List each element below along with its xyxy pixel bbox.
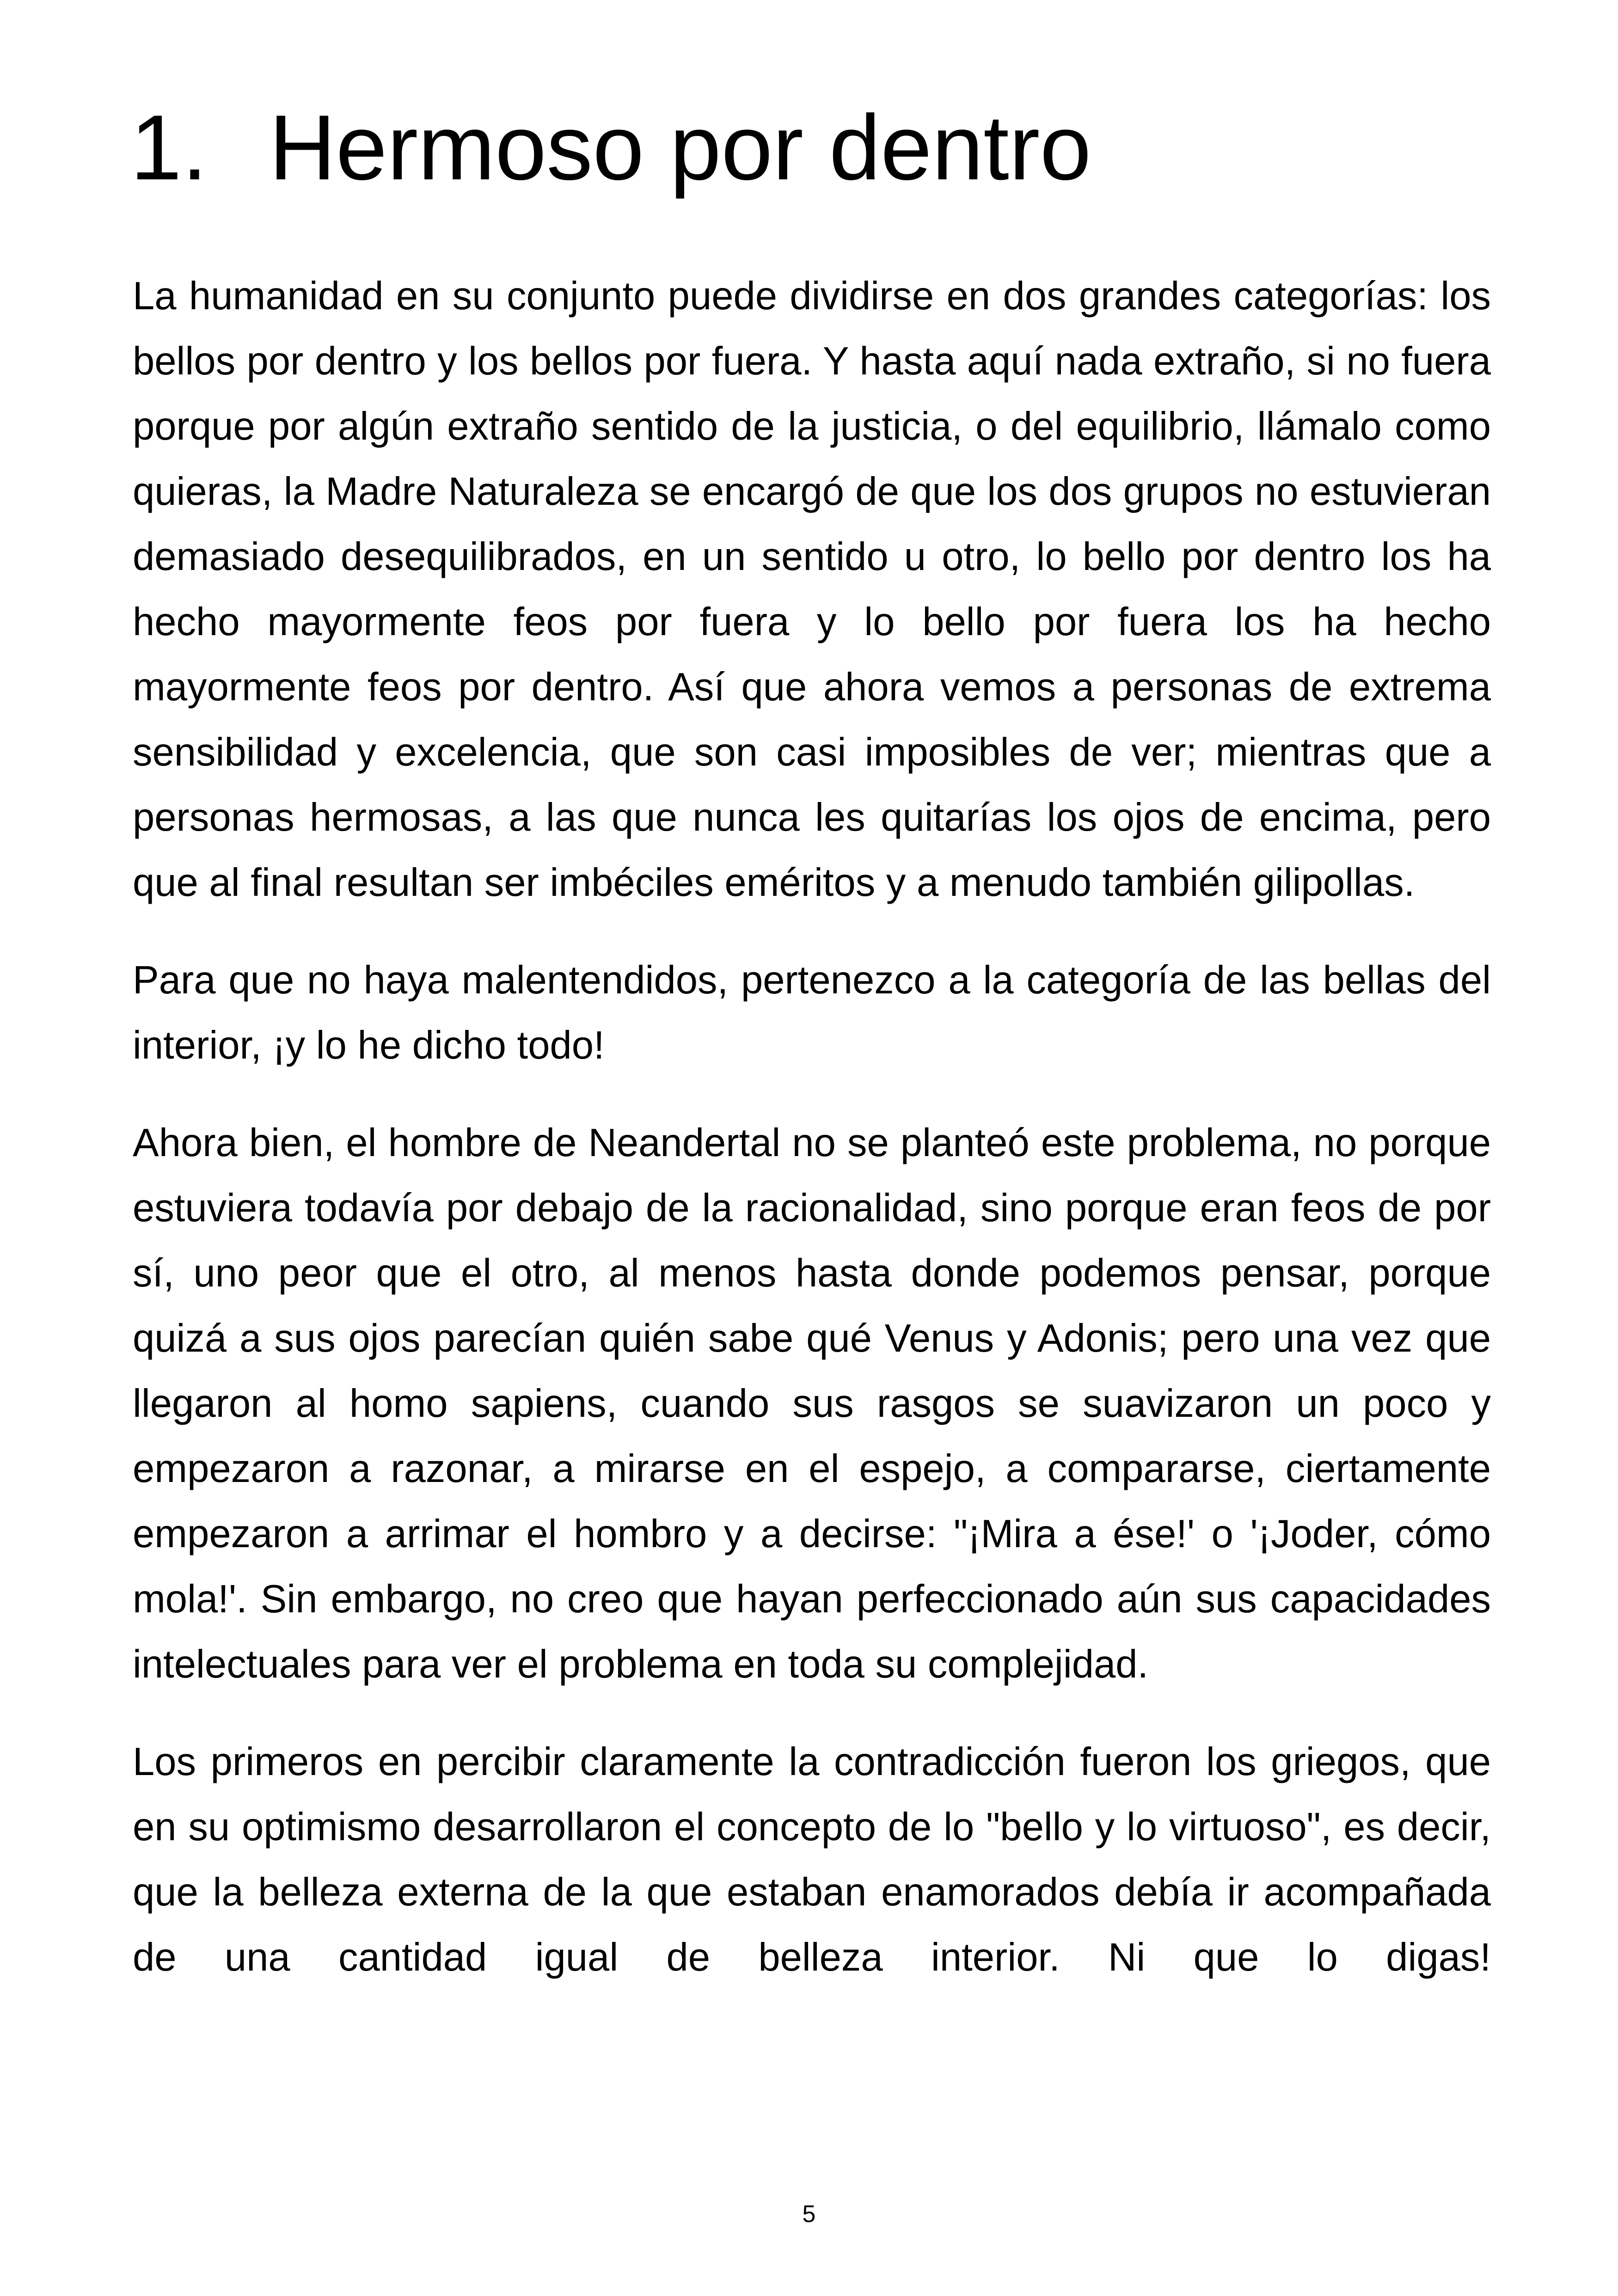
chapter-number: 1. bbox=[130, 96, 208, 199]
chapter-title-text: Hermoso por dentro bbox=[269, 96, 1091, 199]
paragraph: Para que no haya malentendidos, pertenezco a la categoría de las bellas del interior, ¡y lo he dicho todo! bbox=[133, 958, 1491, 1067]
paragraph: La humanidad en su conjunto puede dividirse en dos grandes categorías: los bellos por dentro y los bellos por fuera. Y hasta aquí nada extraño, si no fuera porque por algún extraño sentido de la justicia, o del equilibrio, llámalo como quieras, la Madre Naturaleza se encargó de que los dos grupos no estuvieran demasiado desequilibrados, en un sentido u otro, lo bello por dentro los ha hecho mayormente feos por fuera y lo bello por fuera los ha hecho mayormente feos por dentro. Así que ahora vemos a personas de extrema sensibilidad y excelencia, que son casi imposibles de ver; mientras que a personas hermosas, a las que nunca les quitarías los ojos de encima, pero que al final resultan ser imbéciles eméritos y a menudo también gilipollas. bbox=[133, 274, 1491, 905]
paragraph: Los primeros en percibir claramente la contradicción fueron los griegos, que en su optimismo desarrollaron el concepto de lo "bello y lo virtuoso", es decir, que la belleza externa de la que estaban enamorados debía ir acompañada de una cantidad igual de belleza interior. Ni que lo digas! bbox=[133, 1740, 1491, 1979]
chapter-title bbox=[130, 88, 1091, 208]
body-text bbox=[133, 263, 1491, 2022]
paragraph: Ahora bien, el hombre de Neandertal no se planteó este problema, no porque estuviera todavía por debajo de la racionalidad, sino porque eran feos de por sí, uno peor que el otro, al menos hasta donde podemos pensar, porque quizá a sus ojos parecían quién sabe qué Venus y Adonis; pero una vez que llegaron al homo sapiens, cuando sus rasgos se suavizaron un poco y empezaron a razonar, a mirarse en el espejo, a compararse, ciertamente empezaron a arrimar el hombro y a decirse: "¡Mira a ése!' o '¡Joder, cómo mola!'. Sin embargo, no creo que hayan perfeccionado aún sus capacidades intelectuales para ver el problema en toda su complejidad. bbox=[133, 1121, 1491, 1686]
page-number: 5 bbox=[802, 2201, 816, 2228]
